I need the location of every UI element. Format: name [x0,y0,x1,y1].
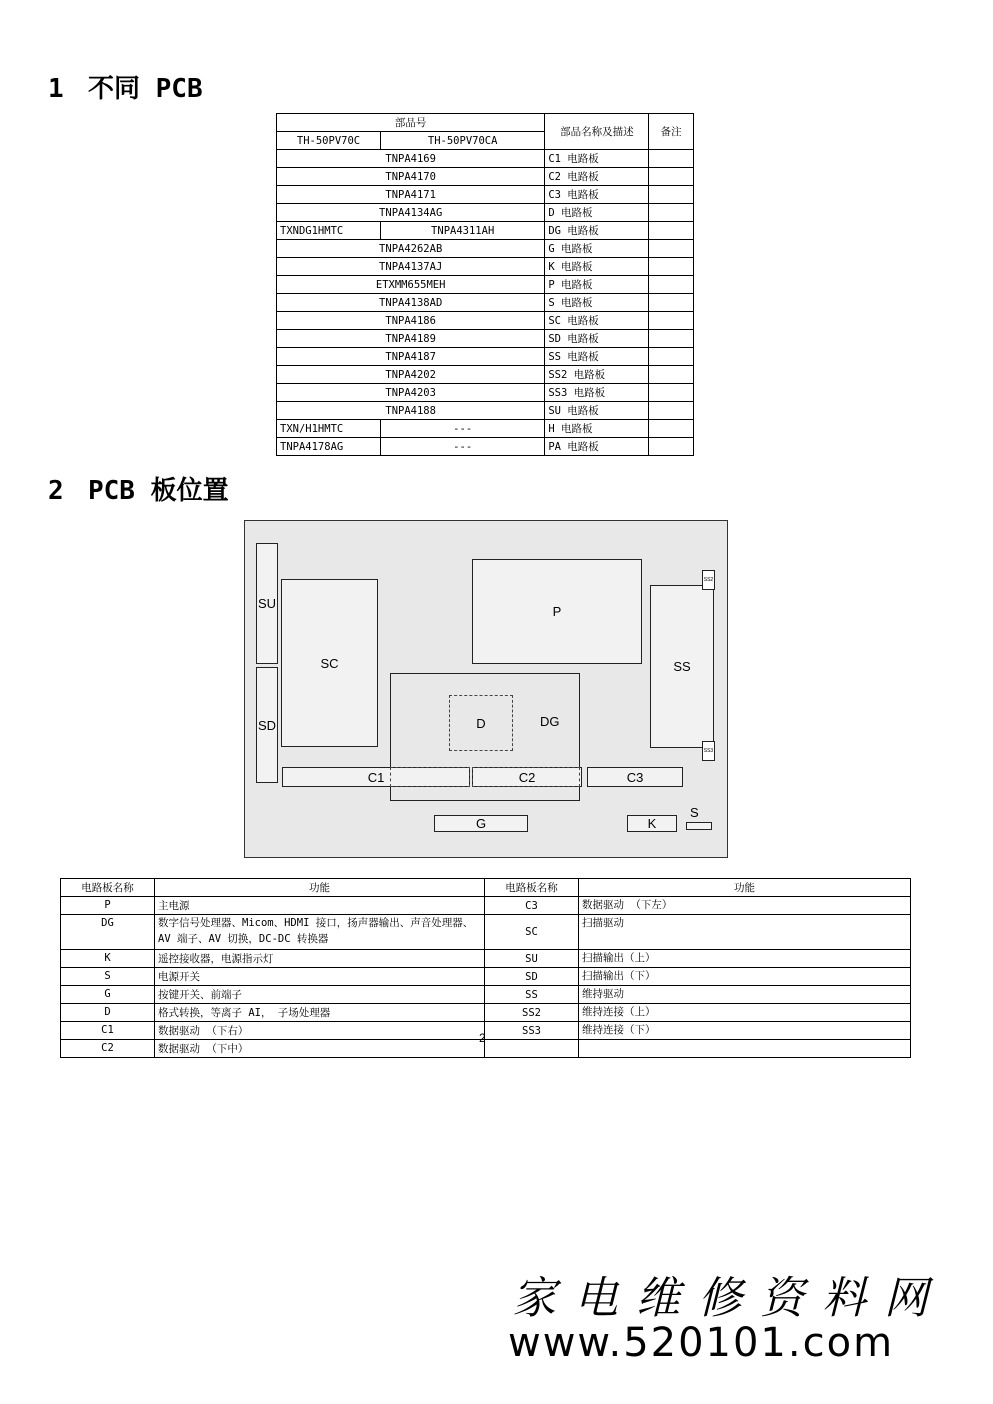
part-description: SD 电路板 [545,330,649,348]
watermark-text: 家电维修资料网 [512,1273,946,1324]
board-function: 维持连接（下） [579,1022,911,1040]
section-title: PCB 板位置 [88,476,229,506]
table-row [61,986,911,1004]
table-row [61,1004,911,1022]
part-remark [649,168,694,186]
board-function: 按键开关、前端子 [155,986,485,1004]
board-name: DG [61,915,155,950]
part-number: TNPA4137AJ [277,258,545,276]
part-description: G 电路板 [545,240,649,258]
board-function: 遥控接收器，电源指示灯 [155,950,485,968]
board-function: 扫描输出（上） [579,950,911,968]
part-number: TNPA4187 [277,348,545,366]
watermark-url: www.520101.com [508,1320,895,1366]
part-number-a: TXN/H1HMTC [277,420,381,438]
part-number: TNPA4186 [277,312,545,330]
board-name: SC [485,915,579,950]
board-label: SD [257,717,277,733]
table-row [277,258,694,276]
board-name [485,1040,579,1058]
board-s-label: S [690,805,699,820]
part-number: TNPA4138AD [277,294,545,312]
board-name: S [61,968,155,986]
pcb-layout-diagram [244,520,728,858]
table-row [277,276,694,294]
board-label: C3 [626,769,644,785]
part-number-b: TNPA4311AH [381,222,545,240]
part-description: SS2 电路板 [545,366,649,384]
board-c2-overlap [472,767,580,787]
header-function-2: 功能 [579,879,911,897]
part-number: TNPA4188 [277,402,545,420]
board-name: SS [485,986,579,1004]
part-description: C1 电路板 [545,150,649,168]
board-name: K [61,950,155,968]
part-number: TNPA4189 [277,330,545,348]
header-remark: 备注 [649,114,694,150]
table-row [277,150,694,168]
board-name: P [61,897,155,915]
board-su [256,543,278,664]
part-description: S 电路板 [545,294,649,312]
board-function: 数据驱动 （下中） [155,1040,485,1058]
board-label: C2 [518,769,536,785]
board-label: K [647,816,657,831]
table-row [277,312,694,330]
table-row [61,950,911,968]
board-label: SS3 [703,748,714,754]
part-description: C2 电路板 [545,168,649,186]
board-name: G [61,986,155,1004]
board-k [627,815,677,832]
board-function: 数据驱动 （下左） [579,897,911,915]
board-label: SS [673,659,691,674]
part-remark [649,186,694,204]
part-remark [649,276,694,294]
board-s [686,822,712,830]
board-c3 [587,767,683,787]
board-label: SC [320,655,339,671]
board-function: 维持驱动 [579,986,911,1004]
table-row [61,968,911,986]
table-row [277,204,694,222]
header-function-1: 功能 [155,879,485,897]
table-row [61,915,911,950]
board-name: SD [485,968,579,986]
part-number: TNPA4170 [277,168,545,186]
board-ss2 [702,570,715,590]
board-function: 主电源 [155,897,485,915]
table-row [277,348,694,366]
part-remark [649,402,694,420]
table-row [277,366,694,384]
part-description: SS 电路板 [545,348,649,366]
board-function: 数据驱动 （下右） [155,1022,485,1040]
board-dg-label: DG [540,714,560,729]
section-1-heading [48,68,203,105]
part-number-b: --- [381,438,545,456]
table-row [277,384,694,402]
board-function: 格式转换，等离子 AI， 子场处理器 [155,1004,485,1022]
part-description: SS3 电路板 [545,384,649,402]
board-sc [281,579,378,747]
section-number: 1 [48,74,64,104]
part-description: PA 电路板 [545,438,649,456]
header-name-desc: 部品名称及描述 [545,114,649,150]
board-p [472,559,642,664]
board-ss3 [702,741,715,761]
board-name: C2 [61,1040,155,1058]
part-description: SC 电路板 [545,312,649,330]
board-label: SU [257,596,277,611]
part-number: TNPA4203 [277,384,545,402]
board-label: P [552,604,562,619]
board-label: SS2 [703,577,714,583]
board-ss [650,585,714,748]
board-function [579,1040,911,1058]
board-label: G [475,816,487,831]
part-description: D 电路板 [545,204,649,222]
board-function: 扫描驱动 [579,915,911,950]
board-name: SS3 [485,1022,579,1040]
part-number: ETXMM655MEH [277,276,545,294]
board-name: D [61,1004,155,1022]
board-c1-overlap [390,767,470,787]
part-remark [649,150,694,168]
board-label: D [476,715,486,731]
part-number: TNPA4134AG [277,204,545,222]
part-remark [649,204,694,222]
table-row [277,420,694,438]
part-description: H 电路板 [545,420,649,438]
part-description: DG 电路板 [545,222,649,240]
table-row [277,294,694,312]
header-model-a: TH-50PV70C [277,132,381,150]
part-description: C3 电路板 [545,186,649,204]
part-number: TNPA4202 [277,366,545,384]
part-description: P 电路板 [545,276,649,294]
board-g [434,815,528,832]
board-name: C3 [485,897,579,915]
board-function: 电源开关 [155,968,485,986]
section-number: 2 [48,476,64,506]
section-title: 不同 PCB [88,74,203,104]
board-name: SS2 [485,1004,579,1022]
header-part-no: 部品号 [277,114,545,132]
part-number: TNPA4171 [277,186,545,204]
part-remark [649,258,694,276]
board-name: SU [485,950,579,968]
part-remark [649,240,694,258]
part-remark [649,438,694,456]
table-row [277,186,694,204]
table-row [277,240,694,258]
table-row [61,897,911,915]
board-d [449,695,513,751]
part-number-a: TNPA4178AG [277,438,381,456]
part-remark [649,384,694,402]
section-2-heading [48,470,229,507]
header-board-name-2: 电路板名称 [485,879,579,897]
part-remark [649,312,694,330]
board-function: 扫描输出（下） [579,968,911,986]
part-remark [649,366,694,384]
table-row [277,402,694,420]
part-number: TNPA4169 [277,150,545,168]
part-description: K 电路板 [545,258,649,276]
table-row [277,168,694,186]
table-row [277,330,694,348]
header-model-b: TH-50PV70CA [381,132,545,150]
board-sd [256,667,278,783]
table-row [277,222,694,240]
board-label: C1 [367,769,385,785]
part-remark [649,420,694,438]
board-name: C1 [61,1022,155,1040]
board-function: 数字信号处理器、Micom、HDMI 接口，扬声器输出、声音处理器、AV 端子、AV 切换，DC-DC 转换器 [155,915,485,950]
pcb-parts-table [276,113,694,456]
part-number-b: --- [381,420,545,438]
part-remark [649,222,694,240]
part-remark [649,294,694,312]
table-row [277,438,694,456]
part-remark [649,330,694,348]
header-board-name-1: 电路板名称 [61,879,155,897]
part-number: TNPA4262AB [277,240,545,258]
part-number-a: TXNDG1HMTC [277,222,381,240]
part-description: SU 电路板 [545,402,649,420]
part-remark [649,348,694,366]
page-number: 2 [479,1031,486,1045]
board-function: 维持连接（上） [579,1004,911,1022]
